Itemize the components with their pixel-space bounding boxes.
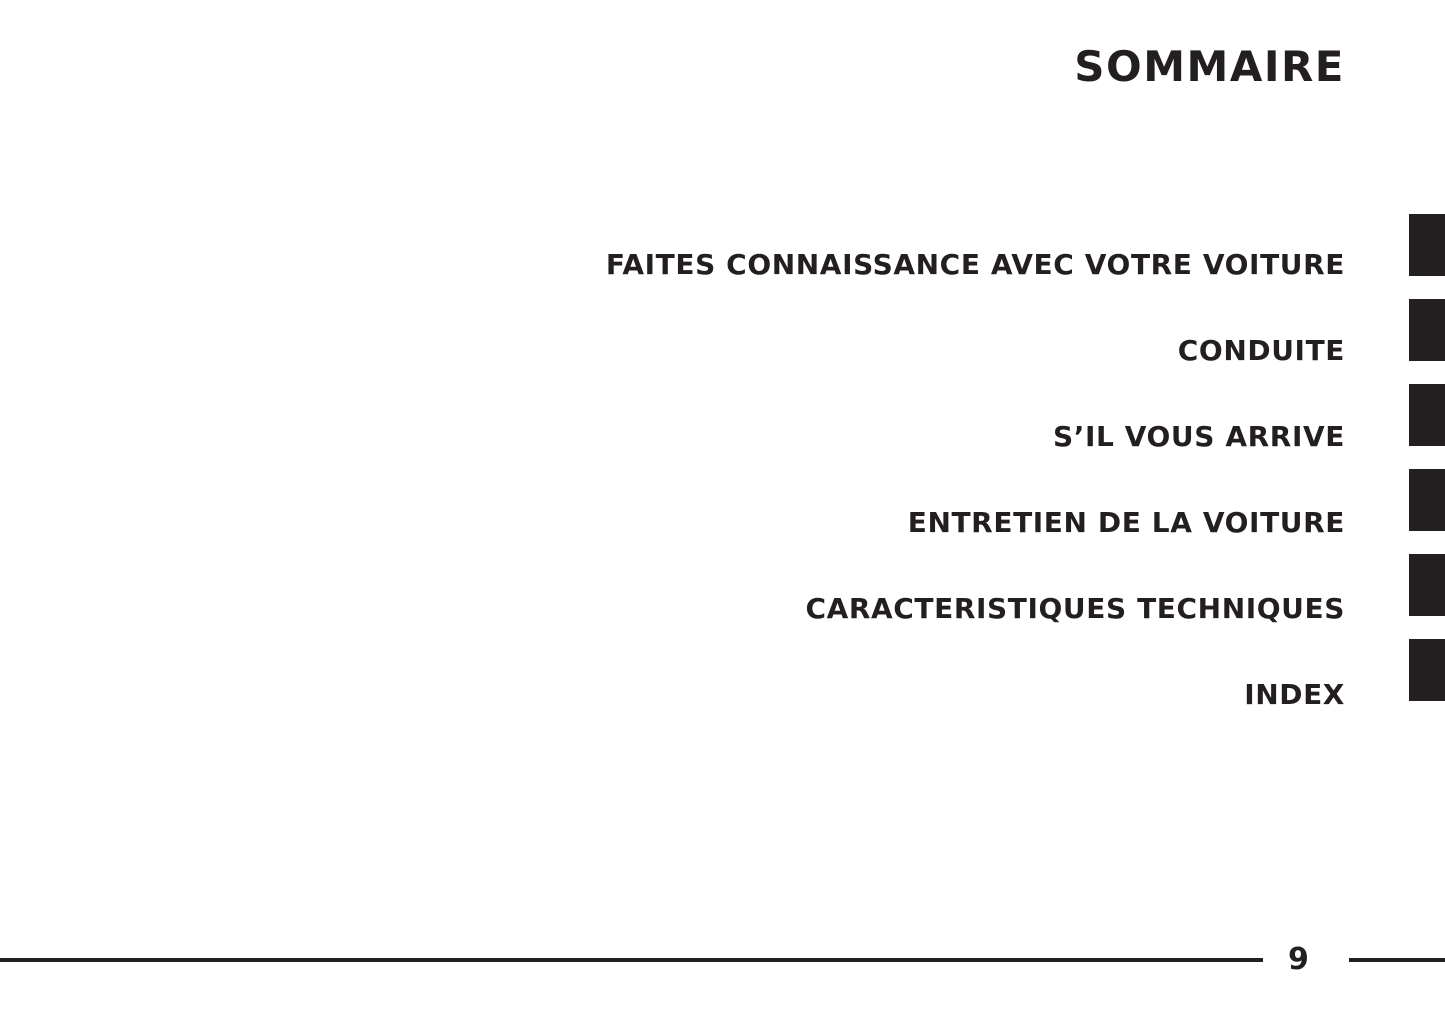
toc-item-conduite[interactable]: CONDUITE [1177, 334, 1345, 367]
page-footer [0, 940, 1445, 980]
toc-row [445, 670, 1345, 756]
footer-rule-right [1349, 958, 1445, 962]
table-of-contents [445, 240, 1345, 756]
page-number: 9 [1288, 942, 1309, 977]
tab-mark-5[interactable] [1409, 554, 1445, 616]
toc-item-faites-connaissance[interactable]: FAITES CONNAISSANCE AVEC VOTRE VOITURE [605, 248, 1345, 281]
toc-item-caracteristiques-techniques[interactable]: CARACTERISTIQUES TECHNIQUES [805, 592, 1345, 625]
toc-row [445, 498, 1345, 584]
section-tab-marks [1409, 214, 1445, 724]
toc-row [445, 584, 1345, 670]
tab-mark-3[interactable] [1409, 384, 1445, 446]
toc-item-entretien-de-la-voiture[interactable]: ENTRETIEN DE LA VOITURE [907, 506, 1345, 539]
toc-row [445, 412, 1345, 498]
tab-mark-2[interactable] [1409, 299, 1445, 361]
tab-mark-6[interactable] [1409, 639, 1445, 701]
footer-rule-left [0, 958, 1263, 962]
toc-item-index[interactable]: INDEX [1244, 678, 1345, 711]
toc-row [445, 240, 1345, 326]
toc-row [445, 326, 1345, 412]
toc-item-sil-vous-arrive[interactable]: S’IL VOUS ARRIVE [1052, 420, 1345, 453]
tab-mark-4[interactable] [1409, 469, 1445, 531]
tab-mark-1[interactable] [1409, 214, 1445, 276]
page-title: SOMMAIRE [1074, 42, 1345, 91]
